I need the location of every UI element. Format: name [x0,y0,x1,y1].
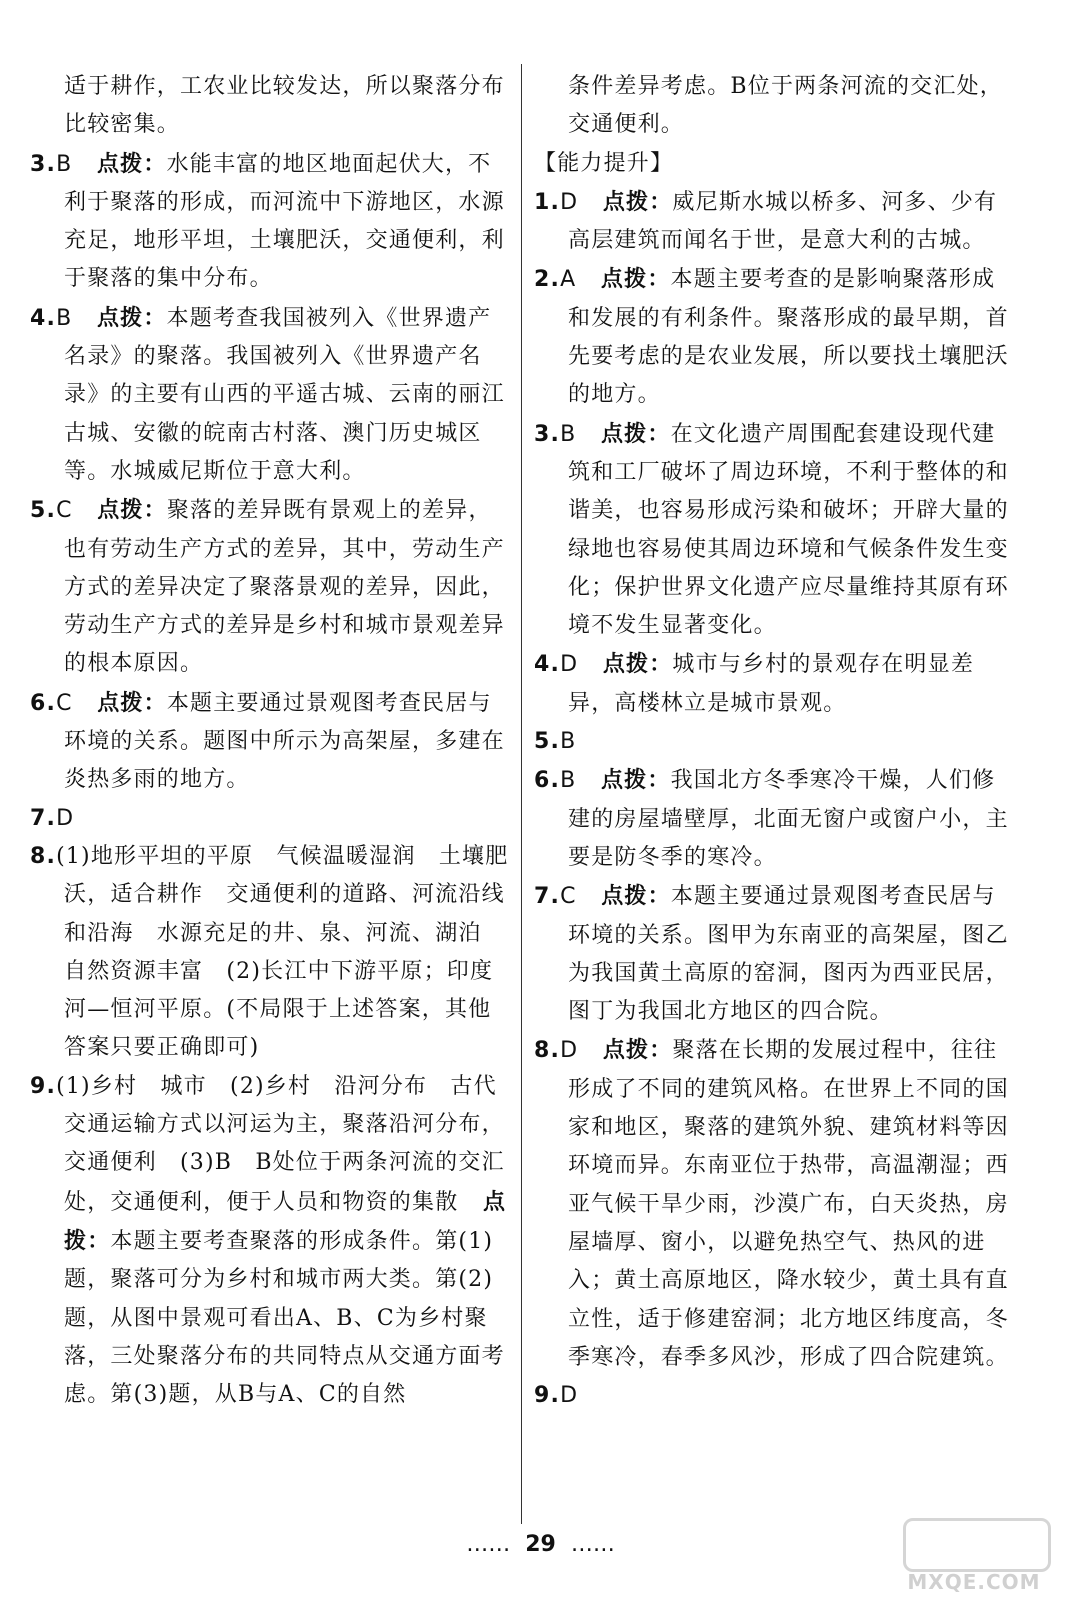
answer-left-3: 3.B 点拨：水能丰富的地区地面起伏大，不利于聚落的形成，而河流中下游地区，水源充足，地形平坦，土壤肥沃，交通便利，利于聚落的集中分布。 [30,150,505,292]
answer-right-3: 3.B 点拨：在文化遗产周围配套建设现代建筑和工厂破坏了周边环境，不利于整体的和谐美，也容易形成污染和破坏；开辟大量的绿地也容易使其周边环境和气候条件发生变化；保护世界文化遗产应尽量维持其原有环境不发生显著变化。 [534,420,1009,639]
answer-right-6: 6.B 点拨：我国北方冬季寒冷干燥，人们修建的房屋墙壁厚，北面无窗户或窗户小，主要是防冬季的寒冷。 [534,767,1009,870]
page-number: 29 [525,1532,556,1557]
answer-right-5: 5.B [534,729,577,755]
answer-right-7: 7.C 点拨：本题主要通过景观图考查民居与环境的关系。图甲为东南亚的高架屋，图乙为我国黄土高原的窑洞，图丙为西亚民居，图丁为我国北方地区的四合院。 [534,883,1009,1025]
answer-right-4: 4.D 点拨：城市与乡村的景观存在明显差异，高楼林立是城市景观。 [534,651,975,716]
watermark-text: MXQE.COM [907,1570,1041,1594]
answer-left-4: 4.B 点拨：本题考查我国被列入《世界遗产名录》的聚落。我国被列入《世界遗产名录》的主要有山西的平遥古城、云南的丽江古城、安徽的皖南古村落、澳门历史城区等。水城威尼斯位于意大利。 [30,304,505,484]
watermark-logo [889,1518,1059,1594]
answer-right-2: 2.A 点拨：本题主要考查的是影响聚落形成和发展的有利条件。聚落形成的最早期，首先要考虑的是农业发展，所以要找土壤肥沃的地方。 [534,266,1009,408]
left-intro: 适于耕作，工农业比较发达，所以聚落分布比较密集。 [64,74,505,138]
answer-left-6: 6.C 点拨：本题主要通过景观图考查民居与环境的关系。题图中所示为高架屋，多建在炎热多雨的地方。 [30,689,505,793]
right-intro: 条件差异考虑。B位于两条河流的交汇处，交通便利。 [568,74,1003,138]
answer-left-7: 7.D [30,805,75,831]
footer-dots-right: …… [570,1532,615,1557]
left-column [30,68,512,1414]
answer-left-8: 8.(1)地形平坦的平原 气候温暖湿润 土壤肥沃，适合耕作 交通便利的道路、河流沿线和沿海 水源充足的井、泉、河流、湖泊 自然资源丰富 (2)长江中下游平原；印度河—恒河平原。(不局限于上述答案，其他答案只要正确即可) [30,843,509,1061]
column-divider [521,64,522,1524]
answer-left-9: 9.(1)乡村 城市 (2)乡村 沿河分布 古代交通运输方式以河运为主，聚落沿河分布，交通便利 (3)B B处位于两条河流的交汇处，交通便利，便于人员和物资的集散 点拨：本题主要考查聚落的形成条件。第(1)题，聚落可分为乡村和城市两大类。第(2)题，从图中景观可看出A、B、C为乡村聚落，三处聚落分布的共同特点从交通方面考虑。第(3)题，从B与A、C的自然 [30,1073,507,1408]
answer-right-8: 8.D 点拨：聚落在长期的发展过程中，往往形成了不同的建筑风格。在世界上不同的国家和地区，聚落的建筑外貌、建筑材料等因环境而异。东南亚位于热带，高温潮湿；西亚气候干旱少雨，沙漠广布，白天炎热，房屋墙厚、窗小，以避免热空气、热风的进入；黄土高原地区，降水较少，黄土具有直立性，适于修建窑洞；北方地区纬度高，冬季寒冷，春季多风沙，形成了四合院建筑。 [534,1037,1009,1370]
watermark-logo-icon [903,1518,1051,1572]
right-column [534,68,1016,1415]
answer-left-5: 5.C 点拨：聚落的差异既有景观上的差异，也有劳动生产方式的差异，其中，劳动生产方式的差异决定了聚落景观的差异，因此，劳动生产方式的差异是乡村和城市景观差异的根本原因。 [30,497,505,677]
footer-dots-left: …… [466,1532,511,1557]
answer-right-1: 1.D 点拨：威尼斯水城以桥多、河多、少有高层建筑而闻名于世，是意大利的古城。 [534,188,998,254]
section-title: 【能力提升】 [534,150,674,176]
answer-right-9: 9.D [534,1383,579,1409]
